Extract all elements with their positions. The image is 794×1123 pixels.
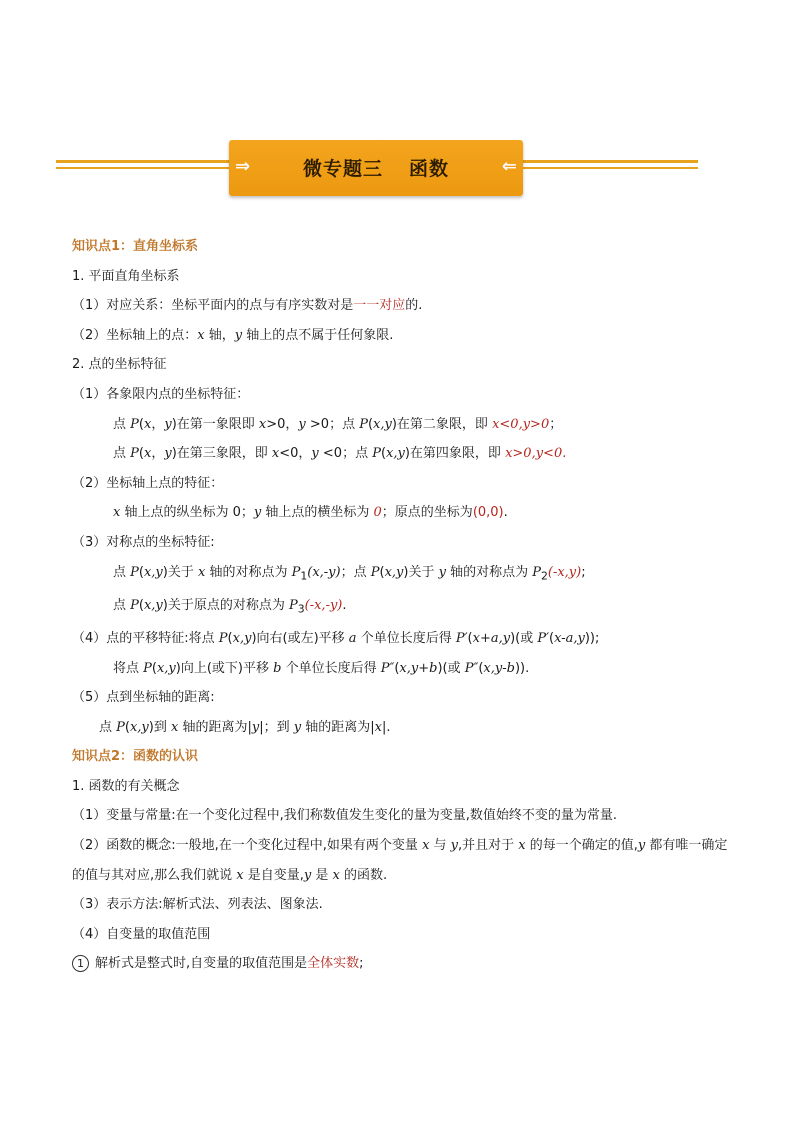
- para-symmetry-origin: 点 P(x,y)关于原点的对称点为 $P_3(-x,-y)$.: [113, 597, 347, 616]
- para-axis-feature: x 轴上点的纵坐标为 0；y 轴上点的横坐标为 0；原点的坐标为(0,0).: [113, 505, 508, 521]
- left-rule-bottom: [56, 167, 229, 169]
- para-axis-feature-title: （2）坐标轴上点的特征：: [72, 475, 224, 491]
- para-quadrant-1-2: 点 P(x，y)在第一象限即 x>0，y >0；点 P(x,y)在第二象限，即 x<0,y>0；: [113, 416, 563, 432]
- left-rule-top: [56, 160, 229, 163]
- subsection-1: 1. 平面直角坐标系: [72, 268, 180, 284]
- list-item-1: 1 解析式是整式时,自变量的取值范围是全体实数;: [72, 949, 732, 979]
- para-symmetry-axes: 点 P(x,y)关于 x 轴的对称点为 $P_1(x,-y)$；点 P(x,y)关于 y 轴的对称点为 $P_2(-x,y)$;: [113, 564, 586, 583]
- subsection-2: 2. 点的坐标特征: [72, 357, 167, 373]
- title-banner: [0, 0, 794, 210]
- para-correspondence: （1）对应关系：坐标平面内的点与有序实数对是一一对应的.: [72, 298, 423, 314]
- para-quadrant-title: （1）各象限内点的坐标特征：: [72, 386, 250, 402]
- para-translation-horizontal: （4）点的平移特征:将点 P(x,y)向右(或左)平移 a 个单位长度后得 P′(x+a,y)(或 P′(x-a,y));: [72, 630, 600, 646]
- para-translation-vertical: 将点 P(x,y)向上(或下)平移 b 个单位长度后得 P″(x,y+b)(或 P″(x,y-b)).: [113, 660, 530, 676]
- para-distance-title: （5）点到坐标轴的距离:: [72, 690, 215, 706]
- para-variables: （1）变量与常量:在一个变化过程中,我们称数值发生变化的量为变量,数值始终不变的量为常量.: [72, 808, 618, 824]
- para-quadrant-3-4: 点 P(x，y)在第三象限，即 x<0，y <0；点 P(x,y)在第四象限，即 x>0,y<0.: [113, 446, 567, 462]
- document-body: [72, 232, 732, 979]
- right-rule-bottom: [523, 167, 698, 169]
- subsection-function-concepts: 1. 函数的有关概念: [72, 778, 180, 794]
- para-function-definition: （2）函数的概念:一般地,在一个变化过程中,如果有两个变量 x 与 y,并且对于 x 的每一个确定的值,y 都有唯一确定的值与其对应,那么我们就说 x 是自变量,y 是 x 的函数.: [72, 838, 728, 883]
- para-distance: 点 P(x,y)到 x 轴的距离为|y|；到 y 轴的距离为|x|.: [99, 719, 391, 735]
- right-rule-top: [523, 160, 698, 163]
- section-heading-2: 知识点2：函数的认识: [72, 749, 199, 765]
- section-heading-1: 知识点1：直角坐标系: [72, 239, 199, 254]
- para-axis-points: （2）坐标轴上的点：x 轴，y 轴上的点不属于任何象限.: [72, 327, 394, 343]
- circled-number: 1: [72, 955, 89, 972]
- para-representation: （3）表示方法:解析式法、列表法、图象法.: [72, 897, 323, 913]
- title-box: [229, 140, 523, 196]
- double-arrow-right-icon: ⇒: [235, 156, 251, 177]
- page-title: 微专题三 函数: [302, 158, 450, 180]
- para-domain-title: （4）自变量的取值范围: [72, 926, 211, 942]
- para-symmetry-title: （3）对称点的坐标特征:: [72, 534, 215, 550]
- double-arrow-left-icon: ⇐: [501, 156, 517, 177]
